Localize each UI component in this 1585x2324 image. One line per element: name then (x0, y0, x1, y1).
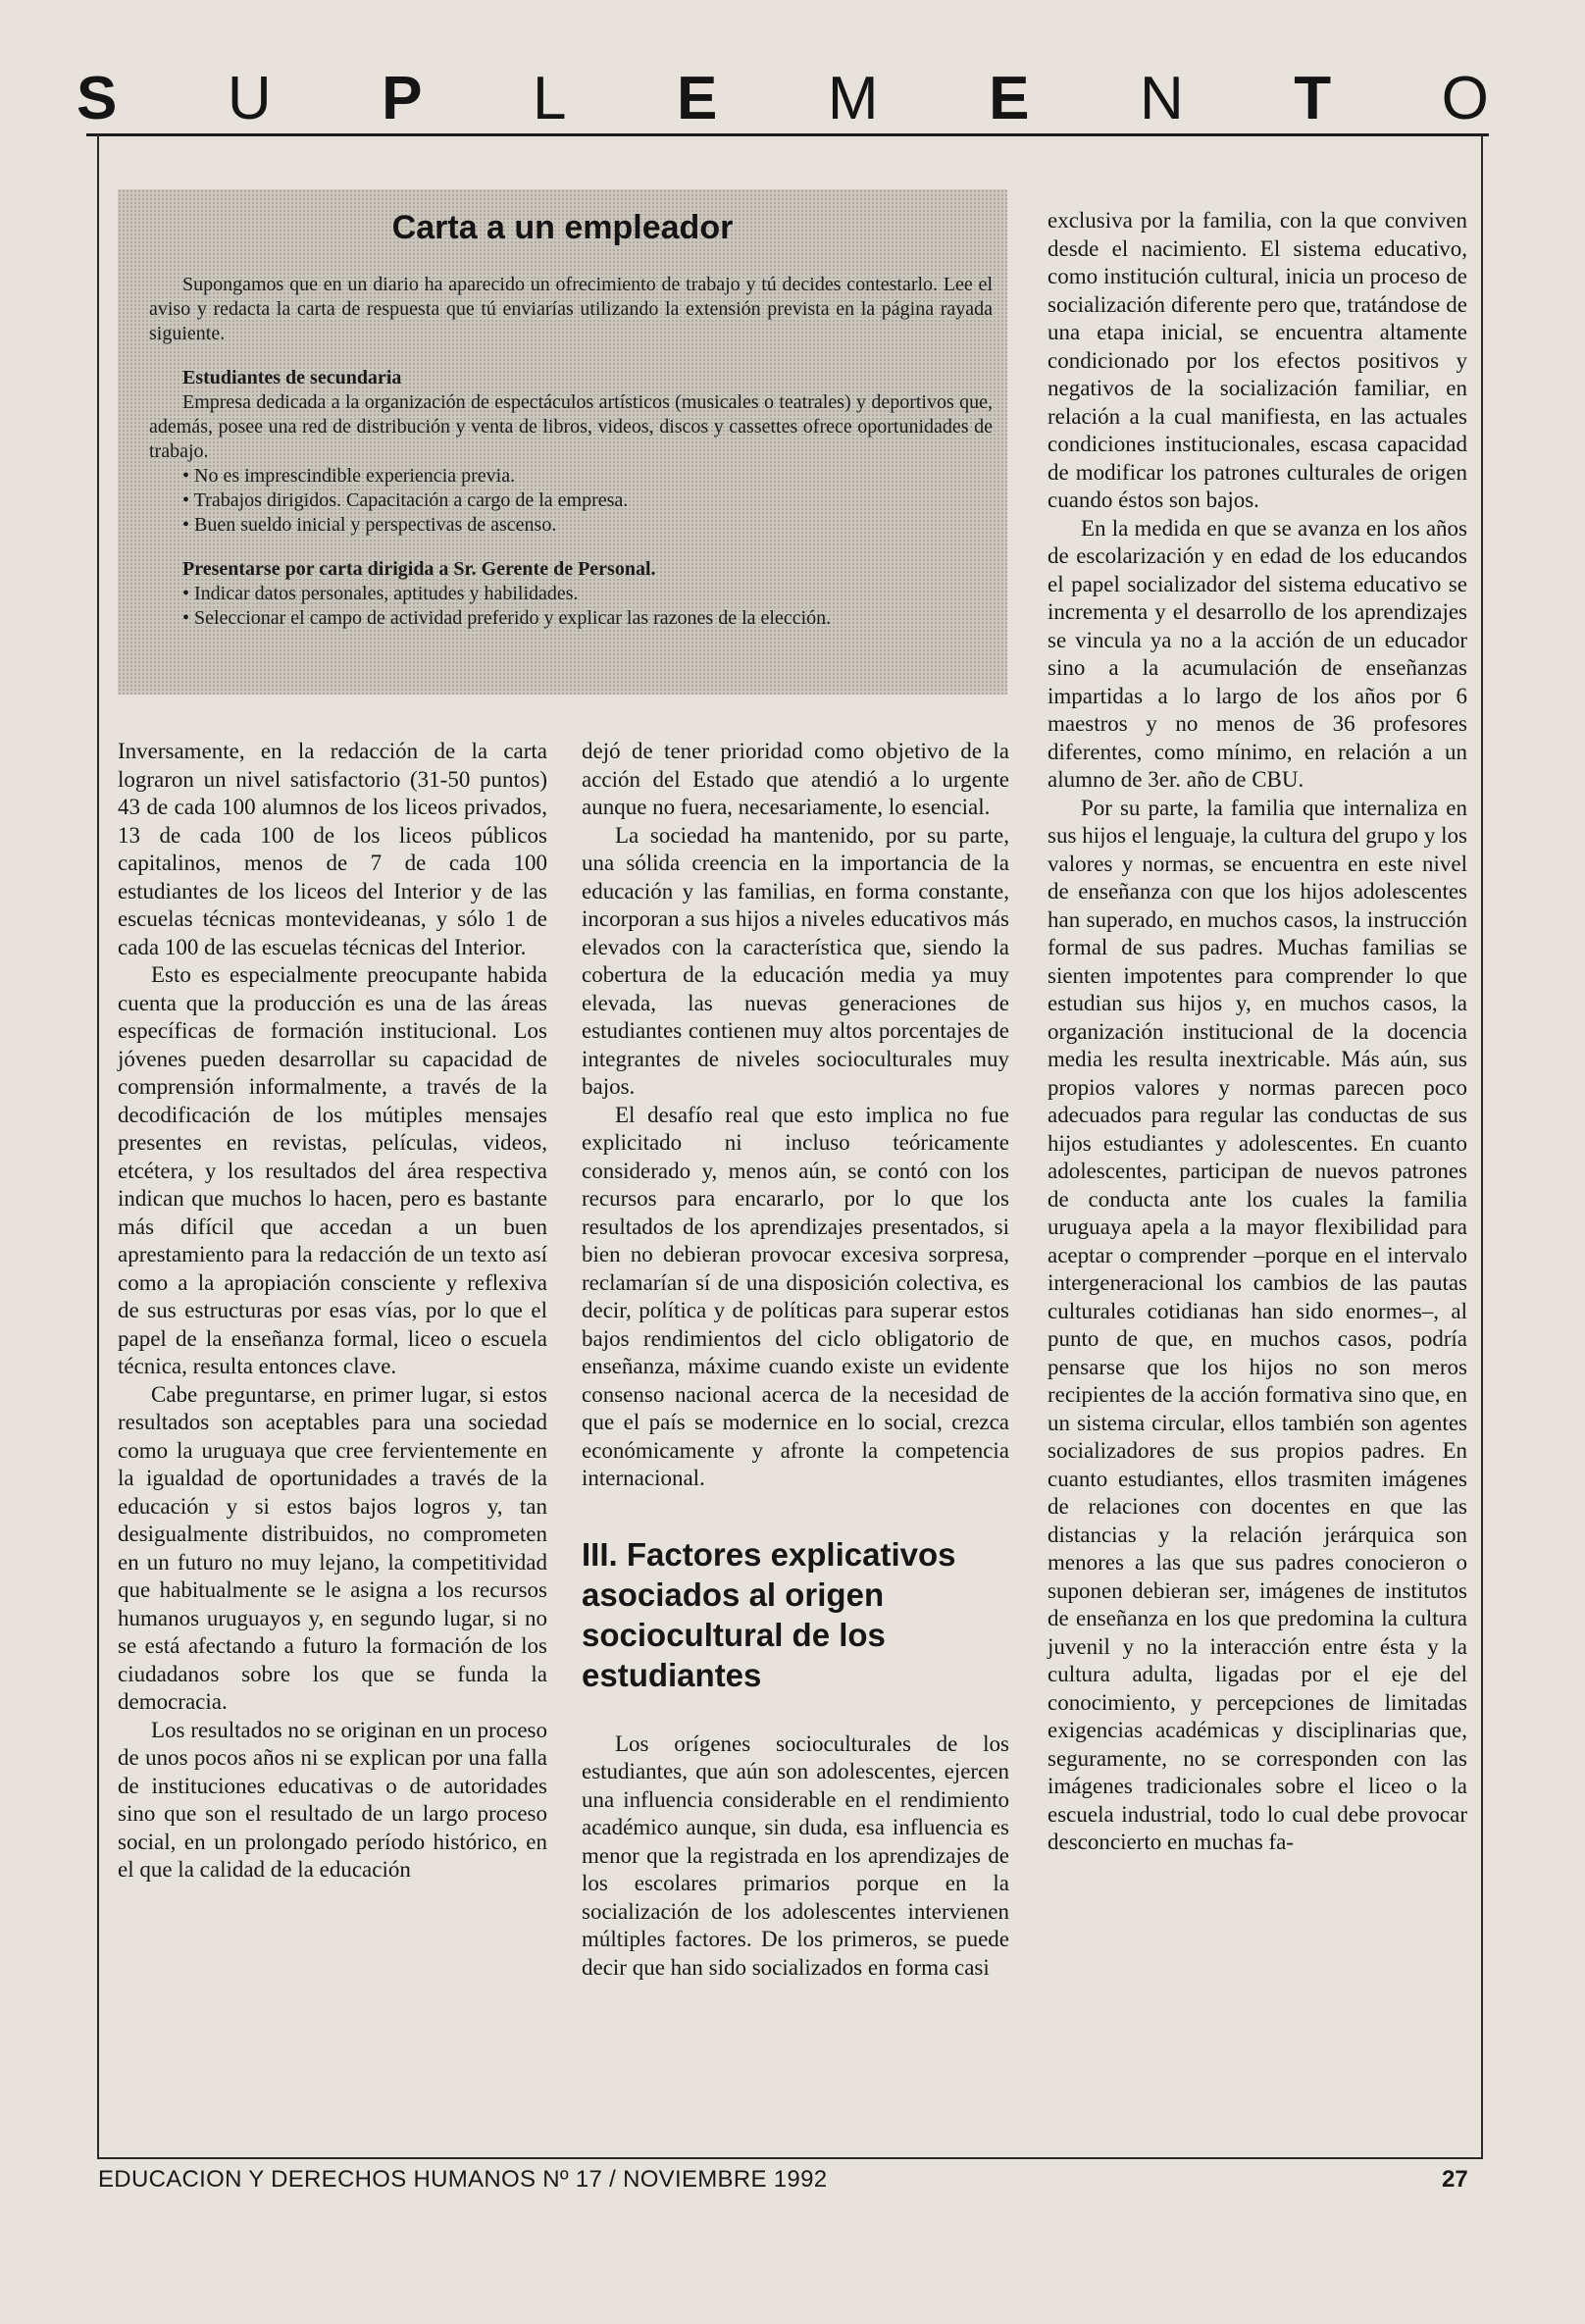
text-column-2 (582, 738, 1009, 1982)
box-intro: Supongamos que en un diario ha aparecido un ofrecimiento de trabajo y tú decides contestarlo. Lee el aviso y redacta la carta de respuesta que tú enviarías utilizando la extensión prevista en la página rayada siguiente. (149, 274, 993, 344)
header-letter: U (227, 65, 272, 132)
ad-text: Empresa dedicada a la organización de espectáculos artísticos (musicales o teatrales) y deportivos que, además, posee una red de distribución y venta de libros, videos, discos y cassettes ofrece oportunidades de trabajo. (149, 391, 993, 462)
paragraph: Inversamente, en la redacción de la carta lograron un nivel satisfactorio (31-50 puntos) 43 de cada 100 alumnos de los liceos privados, 13 de cada 100 de los liceos públicos capitalinos, menos de 7 de cada 100 estudiantes de los liceos del Interior y de las escuelas técnicas montevideanas, y sólo 1 de cada 100 de las escuelas técnicas del Interior. (118, 739, 547, 959)
frame-right-rule (1481, 135, 1483, 2159)
text-column-3 (1048, 207, 1467, 1857)
ad-bullet: • Trabajos dirigidos. Capacitación a cargo de la empresa. (182, 490, 629, 511)
header-letter: P (382, 65, 423, 132)
paragraph: Esto es especialmente preocupante habida cuenta que la producción es una de las áreas específicas de formación institucional. Los jóvenes pueden desarrollar su capacidad de comprensión informalmente, a través de la decodificación de los mútiples mensajes presentes en revistas, películas, videos, etcétera, y los resultados del área respectiva indican que muchos lo hacen, pero es bastante más difícil que accedan a un buen aprestamiento para la redacción de un texto así como a la apropiación consciente y reflexiva de sus estructuras por esas vías, por lo que el papel de la enseñanza formal, liceo o escuela técnica, resulta entonces clave. (118, 962, 547, 1378)
box-title: Carta a un empleador (391, 209, 734, 246)
apply-heading: Presentarse por carta dirigida a Sr. Gerente de Personal. (182, 558, 656, 580)
frame-left-rule (97, 135, 99, 2159)
paragraph: Por su parte, la familia que internaliza en sus hijos el lenguaje, la cultura del grupo y los valores y normas, se encuentra en este nivel de enseñanza con que los hijos adolescentes han superado, en muchos casos, la instrucción formal de sus padres. Muchas familias se sienten impotentes para comprender lo que estudian sus hijos y, en muchos casos, la organización institucional de la docencia media les resulta inextricable. Más aún, sus propios valores y normas parecen poco adecuados para regular las conductas de sus hijos estudiantes y adolescentes. En cuanto adolescentes, participan de nuevos patrones de conducta ante los cuales la familia uruguaya apela a la mayor flexibilidad para aceptar o comprender –porque en el intervalo intergeneracional los cambios de las pautas culturales cotidianas han sido enormes–, al punto de que, en muchos casos, podría pensarse que los hijos no son meros recipientes de la acción formativa sino que, en un sistema circular, ellos también son agentes socializadores de sus propios padres. En cuanto estudiantes, ellos trasmiten imágenes de relaciones con docentes en que las distancias y la relación jerárquica son menores a las que sus padres conocieron o suponen debieran ser, imágenes de institutos de enseñanza en los que predomina la cultura juvenil y no la interacción entre ésta y la cultura adulta, ligadas por el eje del conocimiento, y percepciones de limitadas exigencias académicas y disciplinarias que, seguramente, no se corresponden con las imágenes tradicionales sobre el liceo o la escuela industrial, todo lo cual debe provocar desconcierto en muchas fa- (1048, 795, 1467, 1854)
paragraph: Los orígenes socioculturales de los estudiantes, que aún son adolescentes, ejercen una influencia considerable en el rendimiento académico aunque, sin duda, esa influencia es menor que la registrada en los aprendizajes de los escolares primarios porque en la socialización de los adolescentes intervienen múltiples factores. De los primeros, se puede decir que han sido socializados en forma casi (582, 1730, 1009, 1980)
ad-bullet: • No es imprescindible experiencia previa. (182, 465, 516, 487)
header-letter: L (533, 65, 567, 132)
header-letter: S (77, 65, 118, 132)
paragraph: La sociedad ha mantenido, por su parte, una sólida creencia en la importancia de la educación y las familias, en forma constante, incorporan a sus hijos a niveles educativos más elevados con la característica que, siendo la cobertura de la educación media ya muy elevada, las nuevas generaciones de estudiantes contienen muy altos porcentajes de integrantes de niveles socioculturales muy bajos. (582, 822, 1009, 1099)
paragraph: El desafío real que esto implica no fue explicitado ni incluso teóricamente considerado y, menos aún, se contó con los recursos para encararlo, por lo que los resultados de los aprendizajes presentados, si bien no debieran provocar excesiva sorpresa, reclamarían sí de una disposición colectiva, es decir, política y de políticas para superar estos bajos rendimientos del ciclo obligatorio de enseñanza, máxime cuando existe un evidente consenso nacional acerca de la necesidad de que el país se modernice en lo social, crezca económicamente y afronte la competencia internacional. (582, 1102, 1009, 1490)
header-letter: T (1294, 65, 1332, 132)
publication-footer: EDUCACION Y DERECHOS HUMANOS Nº 17 / NOVIEMBRE 1992 (98, 2166, 828, 2193)
ad-bullet: • Buen sueldo inicial y perspectivas de ascenso. (182, 514, 557, 536)
header-letter: O (1441, 65, 1489, 132)
apply-bullet: • Indicar datos personales, aptitudes y habilidades. (182, 583, 579, 604)
header-rule (86, 133, 1489, 136)
paragraph: En la medida en que se avanza en los años de escolarización y en edad de los educandos el papel socializador del sistema educativo se incrementa y el desarrollo de los aprendizajes se vincula ya no a la acción de un educador sino a la acumulación de enseñanzas impartidas a lo largo de los años por 6 maestros y no menos de 36 profesores diferentes, como mínimo, en relación a un alumno de 3er. año de CBU. (1048, 515, 1467, 792)
header-letter: N (1139, 65, 1184, 132)
paragraph: Los resultados no se originan en un proceso de unos pocos años ni se explican por una falla de instituciones educativas o de autoridades sino que son el resultado de un largo proceso social, en un prolongado período histórico, en el que la calidad de la educación (118, 1717, 547, 1882)
apply-bullet: • Seleccionar el campo de actividad preferido y explicar las razones de la elección. (182, 607, 832, 629)
page-number: 27 (1442, 2166, 1468, 2193)
header-letter: M (827, 65, 879, 132)
supplement-header (77, 61, 1489, 132)
header-letter: E (677, 65, 718, 132)
box-body (149, 273, 993, 631)
paragraph: dejó de tener prioridad como objetivo de la acción del Estado que atendió a lo urgente aunque no fuera, necesariamente, lo esencial. (582, 739, 1009, 819)
header-letter: E (989, 65, 1030, 132)
frame-bottom-rule (97, 2157, 1483, 2159)
paragraph: Cabe preguntarse, en primer lugar, si estos resultados son aceptables para una sociedad como la uruguaya que cree fervientemente en la igualdad de oportunidades a través de la educación y si estos bajos logros y, tan desigualmente distribuidos, no comprometen en un futuro no muy lejano, la competitividad que habitualmente se le asigna a los recursos humanos uruguayos y, en segundo lugar, si no se está afectando a futuro la formación de los ciudadanos sobre los que se funda la democracia. (118, 1381, 547, 1714)
ad-heading: Estudiantes de secundaria (182, 367, 402, 388)
section-heading: III. Factores explicativos asociados al origen sociocultural de los estudiantes (582, 1535, 956, 1693)
text-column-1 (118, 738, 547, 1885)
paragraph: exclusiva por la familia, con la que conviven desde el nacimiento. El sistema educativo, como institución cultural, inicia un proceso de socialización diferente pero que, tratándose de una etapa inicial, se encuentra altamente condicionado por los efectos positivos y negativos de la socialización familiar, en relación a la cual manifiesta, en las actuales condiciones institucionales, escasa capacidad de modificar los patrones culturales de origen cuando éstos son bajos. (1048, 208, 1467, 512)
